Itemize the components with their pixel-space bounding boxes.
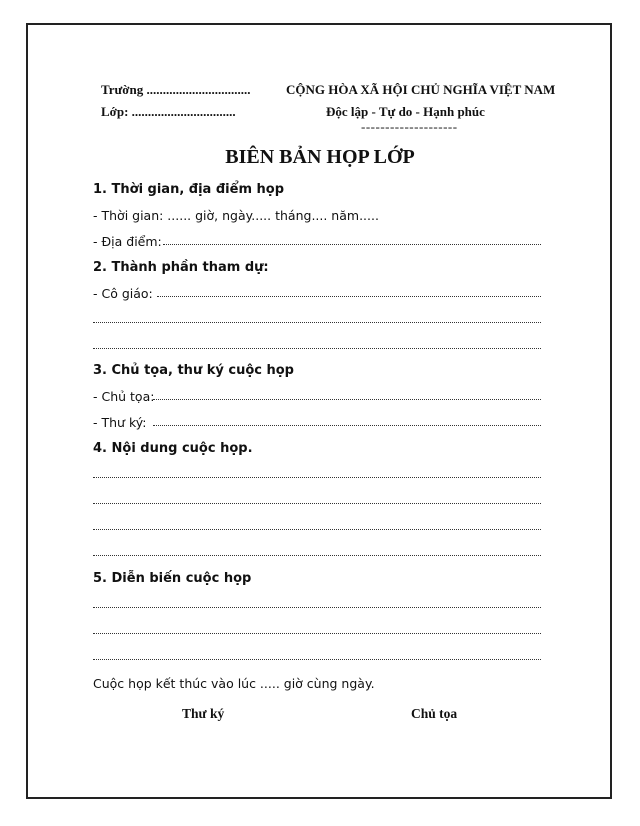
section-chair-secretary-heading: 3. Chủ tọa, thư ký cuộc họp [93, 363, 294, 378]
chair-signature-label: Chủ tọa [411, 706, 458, 721]
motto: Độc lập - Tự do - Hạnh phúc [326, 104, 485, 119]
attendees-fill-line [93, 348, 541, 349]
class-label: Lớp: ................................ [101, 104, 236, 119]
secretary-label: - Thư ký: [93, 415, 147, 430]
content-fill-line [93, 555, 541, 556]
chair-fill-line [153, 399, 541, 400]
proceedings-fill-line [93, 607, 541, 608]
document-title: BIÊN BẢN HỌP LỚP [225, 146, 415, 168]
closing-statement: Cuộc họp kết thúc vào lúc ..... giờ cùng ngày. [93, 676, 375, 691]
secretary-fill-line [153, 425, 541, 426]
teacher-fill-line [157, 296, 541, 297]
section-proceedings-heading: 5. Diễn biến cuộc họp [93, 571, 252, 586]
time-line: - Thời gian: ...... giờ, ngày..... tháng.... năm..... [93, 208, 379, 223]
republic-heading: CỘNG HÒA XÃ HỘI CHỦ NGHĨA VIỆT NAM [286, 82, 556, 97]
section-attendees-heading: 2. Thành phần tham dự: [93, 260, 269, 275]
place-fill-line [163, 244, 541, 245]
chair-label: - Chủ tọa: [93, 389, 155, 404]
secretary-signature-label: Thư ký [182, 706, 225, 721]
teacher-label: - Cô giáo: [93, 286, 153, 301]
header-divider: -------------------- [361, 119, 458, 134]
content-fill-line [93, 477, 541, 478]
proceedings-fill-line [93, 659, 541, 660]
content-fill-line [93, 503, 541, 504]
place-label: - Địa điểm: [93, 234, 162, 249]
section-content-heading: 4. Nội dung cuộc họp. [93, 441, 253, 456]
school-label: Trường ................................ [101, 82, 251, 97]
content-fill-line [93, 529, 541, 530]
proceedings-fill-line [93, 633, 541, 634]
section-time-place-heading: 1. Thời gian, địa điểm họp [93, 182, 285, 197]
attendees-fill-line [93, 322, 541, 323]
